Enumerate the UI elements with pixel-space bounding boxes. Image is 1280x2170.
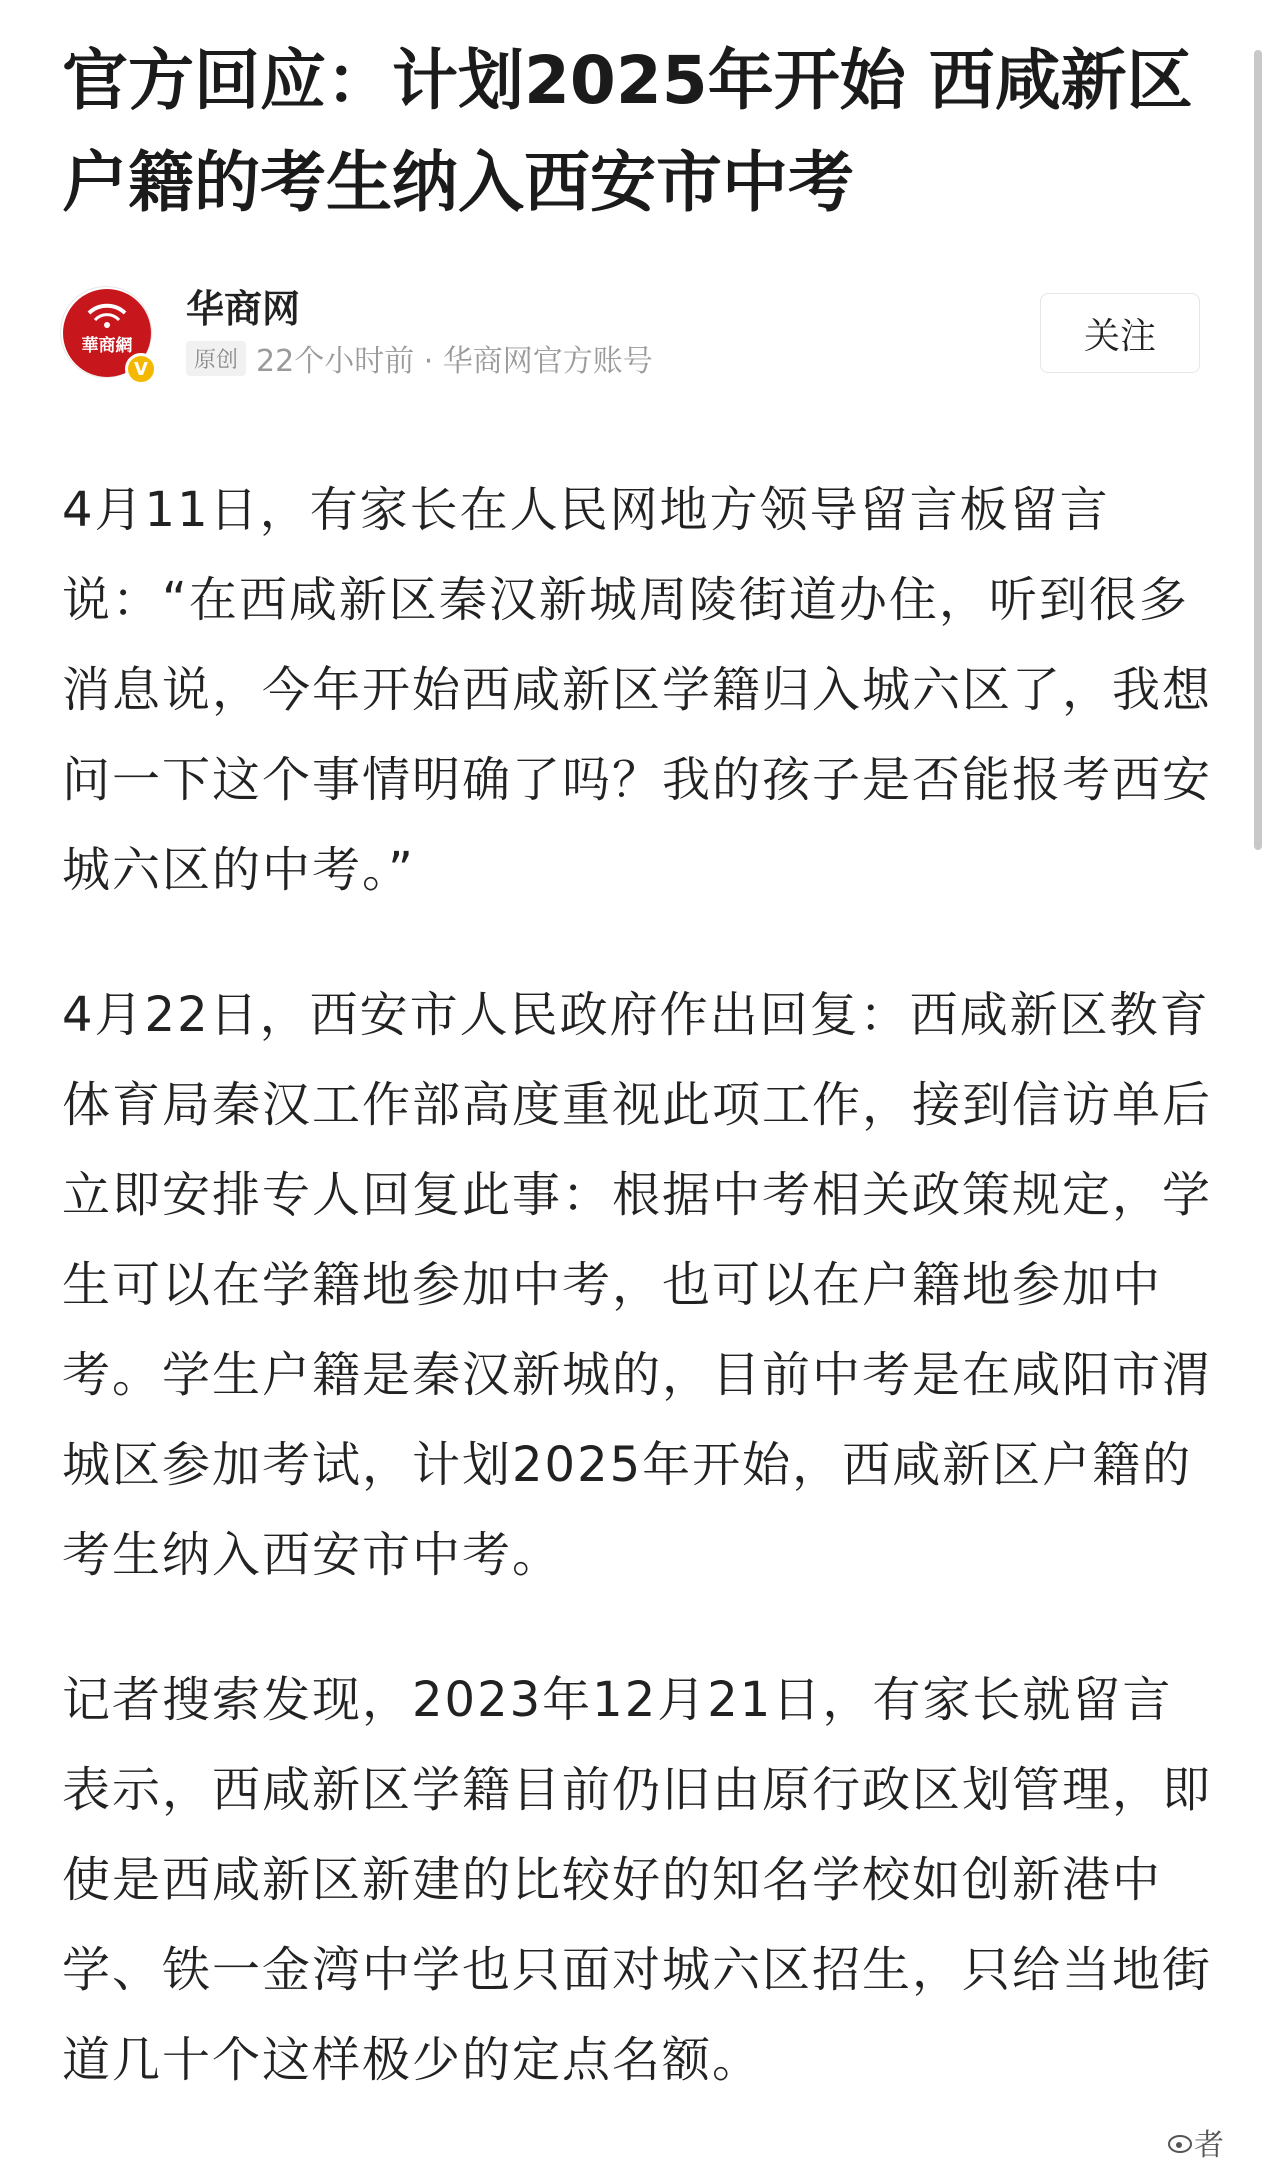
paragraph-1: 4月11日，有家长在人民网地方领导留言板留言说：“在西咸新区秦汉新城周陵街道办住，听到很多消息说，今年开始西咸新区学籍归入城六区了，我想问一下这个事情明确了吗？我的孩子是否能报考西安城六区的中考。” (62, 482, 1213, 898)
verified-badge-icon: V (125, 353, 157, 385)
paragraph-3: 记者搜索发现，2023年12月21日，有家长就留言表示，西咸新区学籍目前仍旧由原行政区划管理，即使是西咸新区新建的比较好的知名学校如创新港中学、铁一金湾中学也只面对城六区招生，只给当地街道几十个这样极少的定点名额。 (62, 1672, 1213, 2088)
paragraph-2: 4月22日，西安市人民政府作出回复：西咸新区教育体育局秦汉工作部高度重视此项工作，接到信访单后立即安排专人回复此事：根据中考相关政策规定，学生可以在学籍地参加中考，也可以在户籍地参加中考。学生户籍是秦汉新城的，目前中考是在咸阳市渭城区参加考试，计划2025年开始，西咸新区户籍的考生纳入西安市中考。 (62, 987, 1213, 1583)
avatar-logo-text: 華商網 (81, 336, 133, 356)
weibo-icon (1168, 2131, 1194, 2153)
original-tag: 原创 (186, 341, 246, 376)
avatar[interactable] (60, 286, 152, 378)
publish-info: 22个小时前 · 华商网官方账号 (256, 344, 653, 379)
scrollbar[interactable] (1254, 50, 1262, 850)
author-row (60, 278, 1220, 388)
article-title: 官方回应：计划2025年开始 西咸新区户籍的考生纳入西安市中考 (62, 42, 1193, 221)
watermark (1168, 2120, 1224, 2164)
follow-button[interactable]: 关注 (1040, 293, 1200, 373)
author-meta (186, 340, 653, 379)
watermark-text: 者 (1194, 2128, 1224, 2163)
author-name[interactable]: 华商网 (186, 287, 301, 331)
